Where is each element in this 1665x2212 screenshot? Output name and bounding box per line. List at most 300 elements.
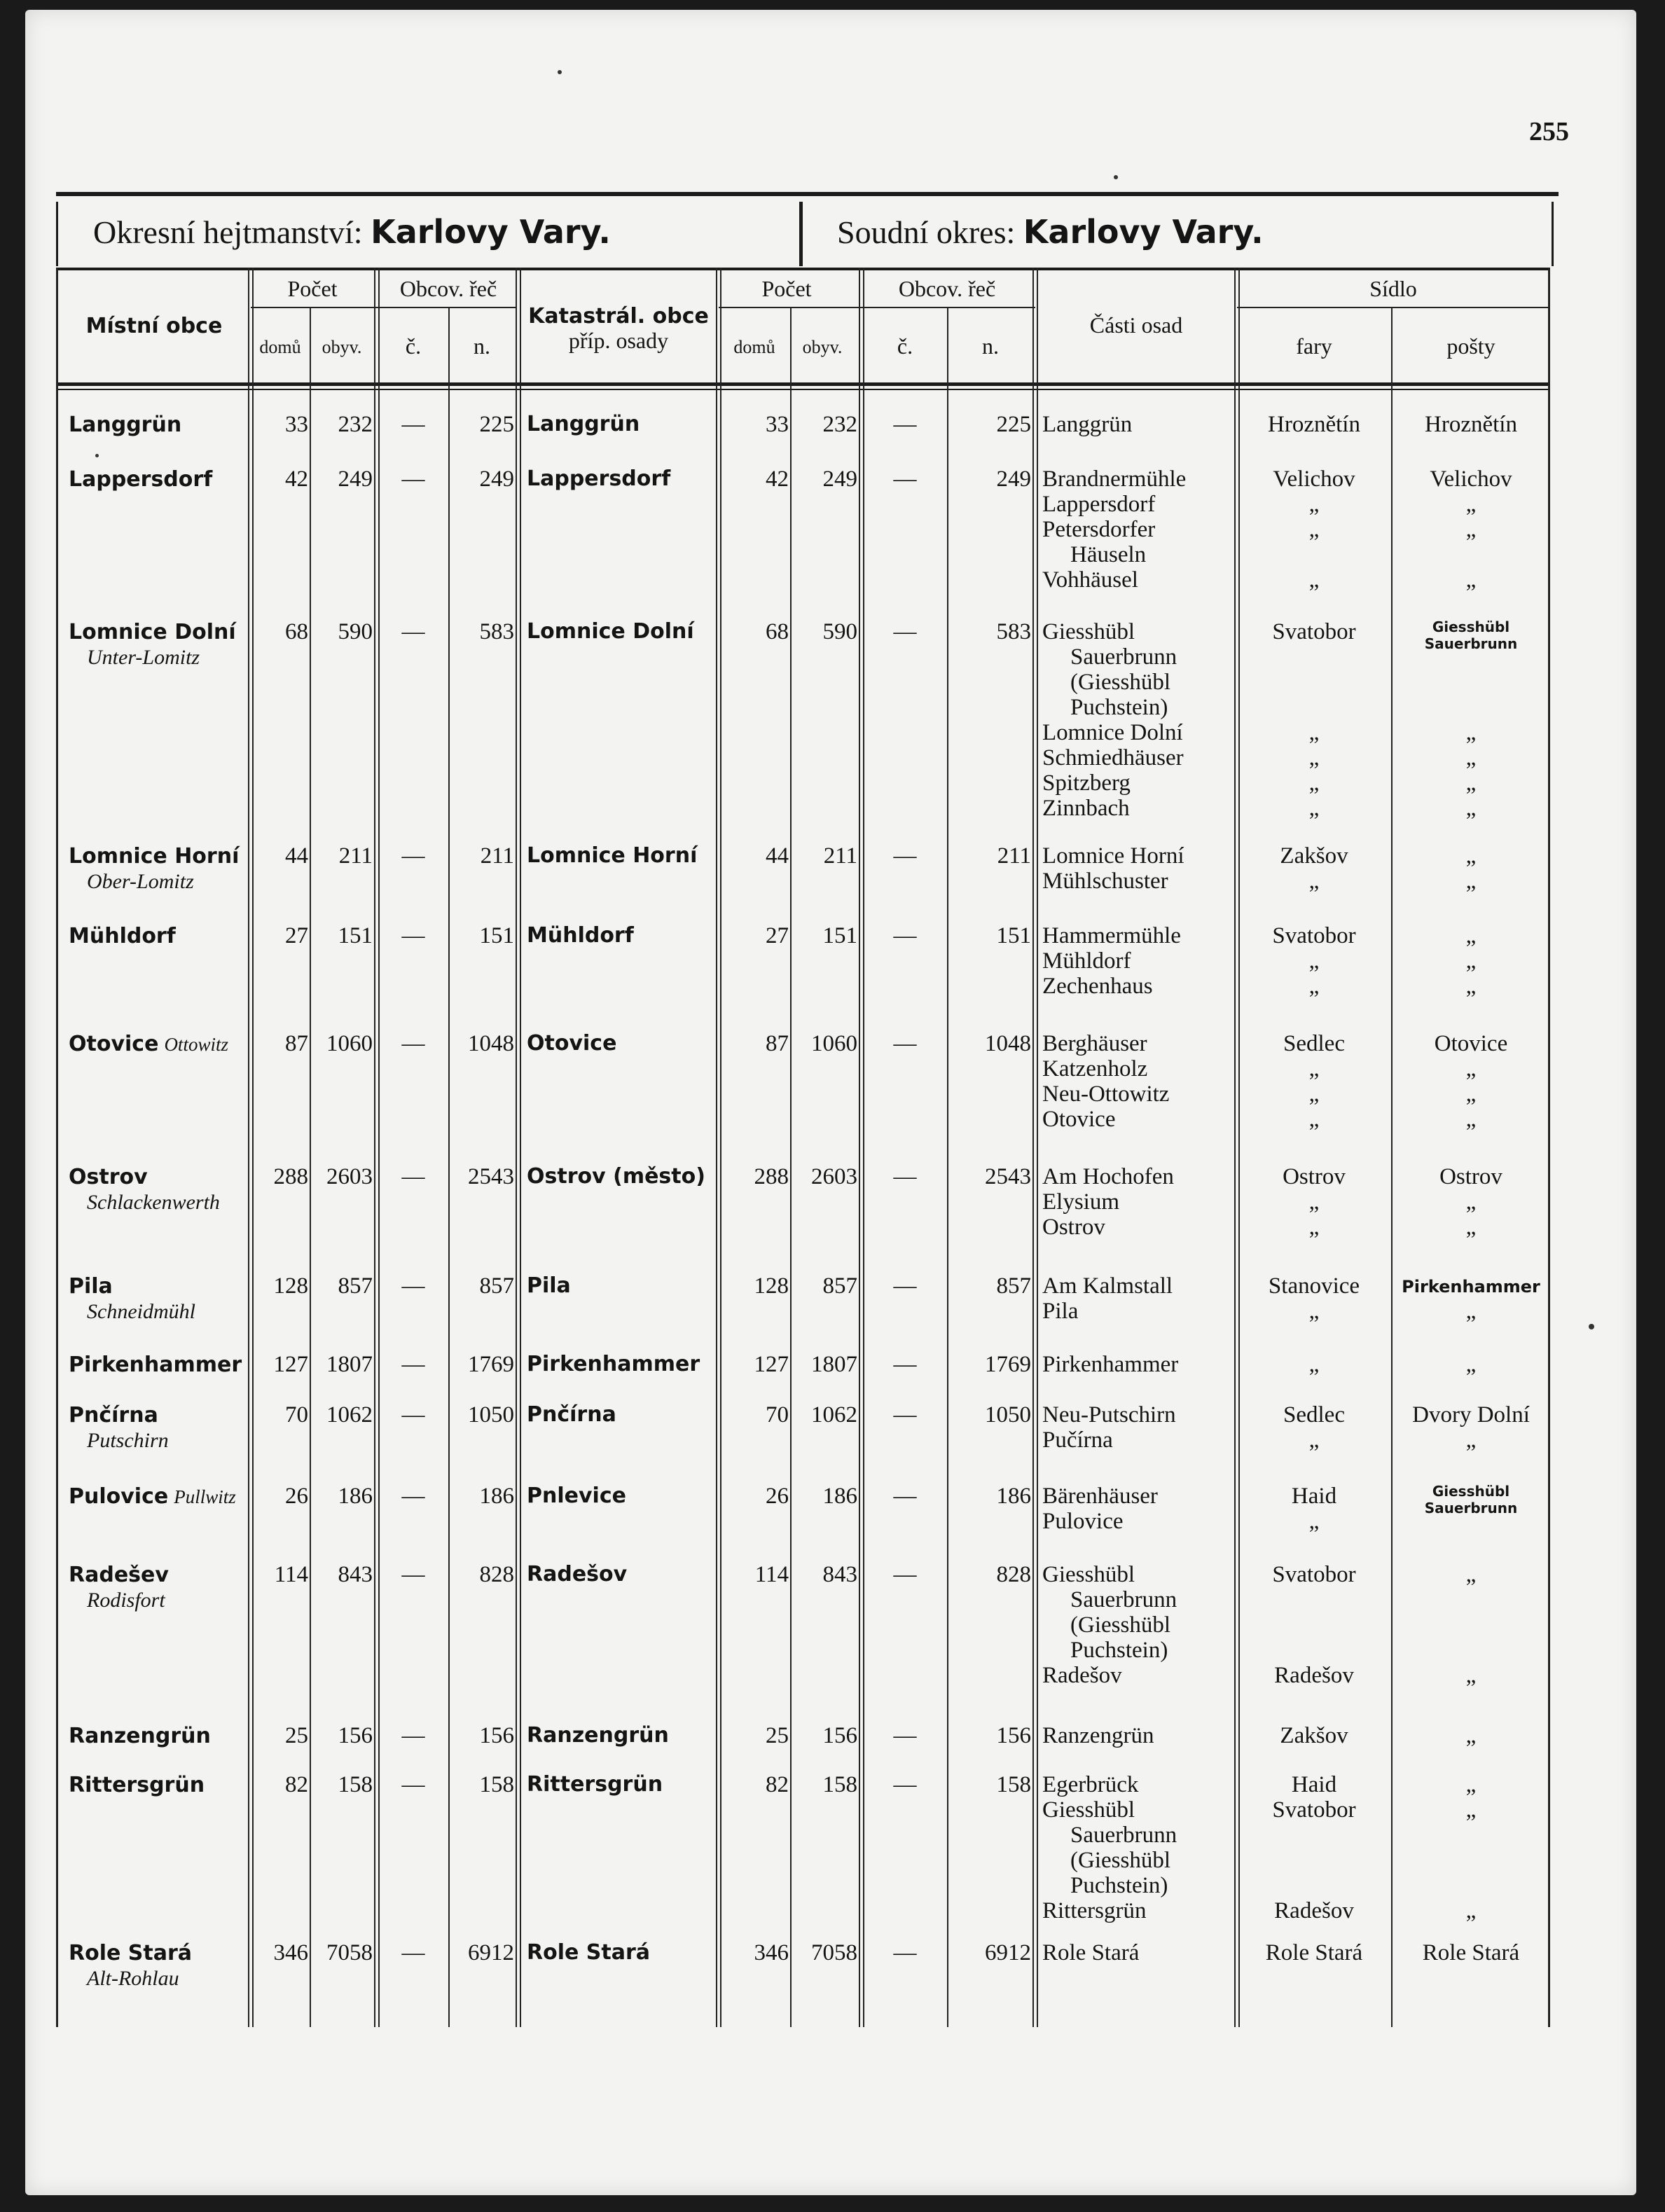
count-kc: — [893,1723,917,1748]
parish-seat: „ [1308,1056,1320,1081]
vrule-8 [859,268,864,2027]
col-obcov-rec: Obcov. řeč [399,276,497,301]
count-domu: 68 [285,619,308,644]
post-office: Velichov [1430,466,1512,492]
vrule-5 [516,268,521,2027]
count-kn: 828 [996,1562,1031,1587]
settlement-part: Ranzengrün [1042,1723,1154,1748]
count-kdomu: 25 [766,1723,789,1748]
settlement-part: Giesshübl [1042,619,1135,644]
count-n: 156 [479,1723,514,1748]
rule-header-bottom-2 [56,389,1549,390]
settlement-part: Rittersgrün [1042,1898,1147,1923]
municipality-cell [69,1940,248,1991]
municipality-cell [69,1031,248,1057]
settlement-part: Am Hochofen [1042,1164,1174,1189]
count-n: 828 [479,1562,514,1587]
municipality-cell [69,1164,248,1215]
count-obyv: 7058 [326,1940,373,1965]
count-kc: — [893,1772,917,1797]
count-kc: — [893,1562,917,1587]
parish-seat: Hroznětín [1268,412,1360,437]
settlement-part: Brandnermühle [1042,466,1187,492]
count-obyv: 186 [338,1484,373,1509]
rule-sub-3 [1237,307,1549,308]
count-c: — [401,1562,425,1587]
count-kdomu: 26 [766,1484,789,1509]
municipality-name: Pirkenhammer [69,1353,242,1377]
settlement-part: (Giesshübl [1070,1848,1170,1873]
col-pocet: Počet [287,276,338,301]
vrule-left [56,268,58,2027]
municipality-cell [69,1723,248,1749]
settlement-part: Sauerbrunn [1070,644,1177,670]
parish-seat: Ostrov [1283,1164,1346,1189]
post-office: Giesshübl [1432,1483,1510,1500]
count-kn: 6912 [985,1940,1031,1965]
cadastral-name: Otovice [527,1031,617,1056]
count-n: 1769 [468,1352,514,1377]
col-posty: pošty [1446,333,1495,359]
court-label: Soudní okres: [837,214,1016,250]
post-office: „ [1465,1189,1477,1215]
count-domu: 44 [285,843,308,869]
parish-seat: Stanovice [1268,1273,1360,1299]
district-heading [93,213,611,251]
settlement-part: Lappersdorf [1042,492,1156,517]
post-office: „ [1465,1215,1477,1240]
scan-speck [1114,175,1118,179]
post-office: „ [1465,1299,1477,1324]
parish-seat: Zakšov [1280,843,1348,869]
col-casti-osad: Části osad [1089,312,1183,338]
settlement-part: Puchstein) [1070,1873,1168,1898]
vrule-6 [716,268,721,2027]
count-n: 583 [479,619,514,644]
count-kobyv: 7058 [811,1940,857,1965]
count-n: 151 [479,923,514,948]
settlement-part: Häuseln [1070,542,1147,567]
municipality-cell [69,923,248,949]
parish-seat: Sedlec [1283,1402,1345,1428]
count-c: — [401,1164,425,1189]
count-n: 1048 [468,1031,514,1056]
municipality-name: Ostrov [69,1165,148,1189]
post-office: „ [1465,1081,1477,1107]
settlement-part: Pučírna [1042,1428,1113,1453]
cadastral-name: Pila [527,1273,571,1298]
count-kc: — [893,412,917,437]
count-kobyv: 1062 [811,1402,857,1428]
rule-header-top [56,268,1549,270]
german-name: Schlackenwerth [87,1191,220,1214]
post-office: „ [1465,1352,1477,1377]
post-office: „ [1465,1428,1477,1453]
municipality-cell [69,1562,248,1613]
parish-seat: Radešov [1274,1663,1354,1688]
count-kobyv: 1060 [811,1031,857,1056]
settlement-part: Neu-Ottowitz [1042,1081,1170,1107]
count-n: 1050 [468,1402,514,1428]
count-kc: — [893,843,917,869]
settlement-part: Schmiedhäuser [1042,745,1184,770]
count-kdomu: 82 [766,1772,789,1797]
municipality-name: Lappersdorf [69,467,213,492]
count-domu: 82 [285,1772,308,1797]
parish-seat: „ [1308,1107,1320,1132]
count-domu: 127 [273,1352,308,1377]
settlement-part: Zechenhaus [1042,974,1153,999]
col-pocet-2: Počet [761,276,812,301]
count-obyv: 1060 [326,1031,373,1056]
municipality-name: Pulovice [69,1484,169,1509]
municipality-name: Otovice [69,1032,159,1056]
count-c: — [401,1352,425,1377]
settlement-part: Giesshübl [1042,1797,1135,1823]
parish-seat: Radešov [1274,1898,1354,1923]
post-office: Giesshübl [1432,618,1510,635]
municipality-name: Ranzengrün [69,1724,211,1748]
count-domu: 128 [273,1273,308,1299]
settlement-part: Ostrov [1042,1215,1105,1240]
settlement-part: Egerbrück [1042,1772,1139,1797]
german-name: Rodisfort [87,1589,165,1612]
post-office: „ [1465,745,1477,770]
col-n: n. [474,333,490,359]
court-heading [837,213,1264,251]
count-kc: — [893,1940,917,1965]
settlement-part: Giesshübl [1042,1562,1135,1587]
count-c: — [401,1772,425,1797]
post-office: „ [1465,1107,1477,1132]
settlement-part: Radešov [1042,1663,1122,1688]
german-name: Putschirn [87,1429,169,1452]
count-obyv: 1062 [326,1402,373,1428]
count-c: — [401,1402,425,1428]
district-header [56,202,1554,266]
post-office: „ [1465,974,1477,999]
count-obyv: 156 [338,1723,373,1748]
col-sidlo: Sídlo [1369,276,1417,301]
cadastral-name: Pnčírna [527,1402,616,1427]
count-c: — [401,1940,425,1965]
settlement-part: (Giesshübl [1070,1612,1170,1638]
col-n-2: n. [982,333,999,359]
parish-seat: „ [1308,770,1320,796]
count-kdomu: 128 [754,1273,789,1299]
municipality-name: Lomnice Horní [69,844,240,869]
settlement-part: Sauerbrunn [1070,1823,1177,1848]
parish-seat: „ [1308,1352,1320,1377]
col-katastr-1: Katastrál. obce [528,304,709,329]
parish-seat: „ [1308,1299,1320,1324]
col-obcov-rec-2: Obcov. řeč [898,276,996,301]
count-kc: — [893,1031,917,1056]
count-c: — [401,1723,425,1748]
post-office: Pirkenhammer [1402,1277,1540,1297]
post-office: „ [1465,869,1477,894]
count-n: 211 [480,843,514,869]
parish-seat: Zakšov [1280,1723,1348,1748]
count-n: 158 [479,1772,514,1797]
count-n: 249 [479,466,514,492]
parish-seat: „ [1308,1189,1320,1215]
rule-sub-2 [719,307,1035,308]
count-c: — [401,619,425,644]
settlement-part: Katzenholz [1042,1056,1148,1081]
parish-seat: Svatobor [1272,619,1356,644]
count-kobyv: 211 [823,843,857,869]
municipality-cell [69,843,248,894]
count-kdomu: 42 [766,466,789,492]
settlement-part: Zinnbach [1042,796,1130,821]
post-office: „ [1465,1056,1477,1081]
count-n: 2543 [468,1164,514,1189]
settlement-part: Berghäuser [1042,1031,1147,1056]
settlement-part: Mühlschuster [1042,869,1168,894]
municipality-name: Pila [69,1274,113,1299]
count-kn: 211 [997,843,1031,869]
cadastral-name: Mühldorf [527,923,634,948]
post-office: „ [1465,948,1477,974]
count-obyv: 590 [338,619,373,644]
col-fary: fary [1296,333,1332,359]
count-c: — [401,412,425,437]
court-value: Karlovy Vary. [1023,213,1264,251]
count-kc: — [893,1164,917,1189]
rule-header-bottom [56,382,1549,386]
count-kn: 156 [996,1723,1031,1748]
settlement-part: Langgrün [1042,412,1133,437]
count-domu: 42 [285,466,308,492]
count-kobyv: 857 [822,1273,857,1299]
settlement-part: Puchstein) [1070,695,1168,720]
count-kdomu: 44 [766,843,789,869]
post-office: „ [1465,1663,1477,1688]
count-kobyv: 843 [822,1562,857,1587]
post-office: „ [1465,1898,1477,1923]
post-office: „ [1465,843,1477,869]
settlement-part: Otovice [1042,1107,1116,1132]
parish-seat: „ [1308,567,1320,593]
district-value: Karlovy Vary. [371,213,611,251]
post-office: Hroznětín [1425,412,1517,437]
count-kn: 158 [996,1772,1031,1797]
post-office: „ [1465,1772,1477,1797]
municipality-name: Lomnice Dolní [69,620,236,644]
parish-seat: „ [1308,720,1320,745]
count-n: 857 [479,1273,514,1299]
count-obyv: 857 [338,1273,373,1299]
count-c: — [401,1031,425,1056]
municipality-name: Radešev [69,1563,169,1587]
settlement-part: Bärenhäuser [1042,1484,1158,1509]
german-name: Alt-Rohlau [87,1967,179,1990]
parish-seat: „ [1308,1509,1320,1534]
municipality-cell [69,619,248,670]
count-obyv: 1807 [326,1352,373,1377]
count-kn: 225 [996,412,1031,437]
vrule-3 [374,268,380,2027]
count-n: 225 [479,412,514,437]
count-kdomu: 27 [766,923,789,948]
count-kc: — [893,923,917,948]
count-obyv: 232 [338,412,373,437]
count-domu: 27 [285,923,308,948]
post-office: „ [1465,1797,1477,1823]
settlement-part: Pulovice [1042,1509,1124,1534]
settlement-part: Sauerbrunn [1070,1587,1177,1612]
parish-seat: „ [1308,1081,1320,1107]
count-kn: 249 [996,466,1031,492]
post-office: Otovice [1434,1031,1508,1056]
municipality-cell [69,1273,248,1325]
german-name: Pullwitz [174,1486,236,1507]
count-kobyv: 1807 [811,1352,857,1377]
post-office: Role Stará [1422,1940,1520,1965]
top-rule [56,192,1559,196]
cadastral-name: Rittersgrün [527,1772,663,1797]
vrule-10 [1032,268,1038,2027]
count-c: — [401,843,425,869]
count-obyv: 211 [338,843,373,869]
cadastral-name: Ostrov (město) [527,1164,705,1189]
municipality-cell [69,1772,248,1798]
german-name: Unter-Lomitz [87,646,200,669]
count-kn: 1050 [985,1402,1031,1428]
count-kobyv: 156 [822,1723,857,1748]
parish-seat: Velichov [1273,466,1355,492]
col-obyv: obyv. [322,337,362,357]
scan-speck [558,70,562,74]
count-kc: — [893,1352,917,1377]
count-domu: 87 [285,1031,308,1056]
vrule-1 [248,268,254,2027]
post-office: „ [1465,1723,1477,1748]
parish-seat: „ [1308,974,1320,999]
municipality-cell [69,466,248,492]
count-domu: 346 [273,1940,308,1965]
count-kobyv: 590 [822,619,857,644]
cadastral-name: Pirkenhammer [527,1352,700,1376]
parish-seat: Svatobor [1272,923,1356,948]
count-kdomu: 87 [766,1031,789,1056]
count-domu: 26 [285,1484,308,1509]
post-office: „ [1465,567,1477,593]
cadastral-name: Lomnice Dolní [527,619,694,644]
parish-seat: Haid [1291,1484,1337,1509]
settlement-part: Hammermühle [1042,923,1181,948]
count-c: — [401,466,425,492]
parish-seat: „ [1308,948,1320,974]
col-c: č. [405,333,422,359]
municipality-name: Langgrün [69,413,182,437]
count-obyv: 151 [338,923,373,948]
count-domu: 114 [274,1562,308,1587]
count-kn: 583 [996,619,1031,644]
count-kn: 1048 [985,1031,1031,1056]
settlement-part: Lomnice Horní [1042,843,1184,869]
count-kdomu: 70 [766,1402,789,1428]
count-domu: 288 [273,1164,308,1189]
count-domu: 25 [285,1723,308,1748]
count-kobyv: 2603 [811,1164,857,1189]
count-kobyv: 186 [822,1484,857,1509]
parish-seat: Sedlec [1283,1031,1345,1056]
count-kobyv: 151 [822,923,857,948]
count-kn: 1769 [985,1352,1031,1377]
settlement-part: Petersdorfer [1042,517,1156,542]
count-kobyv: 232 [822,412,857,437]
cadastral-name: Langgrün [527,412,640,436]
count-obyv: 249 [338,466,373,492]
post-office: „ [1465,923,1477,948]
municipality-cell [69,1352,248,1378]
col-domu-2: domů [733,337,775,357]
count-kdomu: 68 [766,619,789,644]
settlement-part: Elysium [1042,1189,1120,1215]
parish-seat: Svatobor [1272,1797,1356,1823]
post-office: Sauerbrunn [1424,635,1518,652]
municipality-name: Pnčírna [69,1403,158,1428]
count-n: 186 [479,1484,514,1509]
parish-seat: „ [1308,745,1320,770]
count-domu: 70 [285,1402,308,1428]
scan-speck [1589,1324,1594,1329]
settlement-part: Puchstein) [1070,1638,1168,1663]
settlement-part: Neu-Putschirn [1042,1402,1176,1428]
count-kobyv: 158 [822,1772,857,1797]
settlement-part: Pila [1042,1299,1079,1324]
count-kn: 186 [996,1484,1031,1509]
settlement-part: Am Kalmstall [1042,1273,1173,1299]
cadastral-name: Role Stará [527,1940,651,1965]
post-office: Sauerbrunn [1424,1500,1518,1516]
page-number: 255 [1529,117,1569,146]
post-office: Ostrov [1439,1164,1502,1189]
count-obyv: 158 [338,1772,373,1797]
col-domu: domů [259,337,301,357]
rule-sub-1 [251,307,516,308]
cadastral-name: Lappersdorf [527,466,671,491]
parish-seat: „ [1308,517,1320,542]
count-c: — [401,1273,425,1299]
parish-seat: „ [1308,1428,1320,1453]
post-office: „ [1465,1562,1477,1587]
municipality-name: Rittersgrün [69,1773,205,1797]
settlement-part: Vohhäusel [1042,567,1138,593]
cadastral-name: Ranzengrün [527,1723,669,1748]
municipality-cell [69,412,248,438]
parish-seat: „ [1308,796,1320,821]
german-name: Schneidmühl [87,1300,195,1323]
count-kn: 151 [996,923,1031,948]
count-kdomu: 114 [754,1562,789,1587]
count-kc: — [893,1484,917,1509]
col-c-2: č. [897,333,913,359]
count-kdomu: 33 [766,412,789,437]
count-kn: 2543 [985,1164,1031,1189]
post-office: „ [1465,517,1477,542]
count-kdomu: 346 [754,1940,789,1965]
post-office: „ [1465,492,1477,517]
post-office: „ [1465,770,1477,796]
col-obyv-2: obyv. [802,337,843,357]
parish-seat: „ [1308,492,1320,517]
parish-seat: Haid [1291,1772,1337,1797]
count-kn: 857 [996,1273,1031,1299]
count-c: — [401,923,425,948]
